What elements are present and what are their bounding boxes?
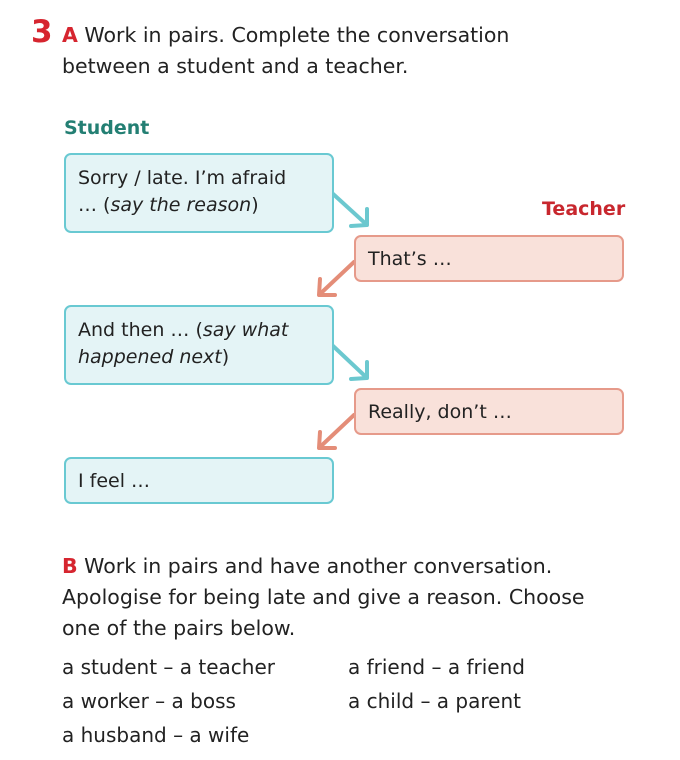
student-bubble-3-text: I feel … [78, 470, 151, 492]
student-bubble-1 [64, 153, 334, 233]
teacher-label: Teacher [542, 198, 626, 220]
student-bubble-2-line1-italic: say what [202, 319, 289, 341]
arrow-teacher-to-student-1 [319, 262, 354, 295]
student-bubble-2-line2-end: ) [221, 346, 230, 368]
part-b-instruction-line2: Apologise for being late and give a reason. Choose [62, 585, 585, 609]
teacher-bubble-1-text: That’s … [368, 248, 452, 270]
pair-item: a worker – a boss [62, 689, 236, 713]
arrow-student-to-teacher-1 [332, 193, 367, 226]
teacher-bubble-2 [354, 388, 624, 435]
student-bubble-1-line1: Sorry / late. I’m afraid [78, 167, 287, 189]
part-b-letter: B [62, 554, 78, 578]
part-a-instruction-line2: between a student and a teacher. [62, 54, 409, 78]
student-bubble-2 [64, 305, 334, 385]
student-bubble-1-line2-start: … ( [78, 194, 111, 216]
part-b-instruction-line1: Work in pairs and have another conversation. [84, 554, 553, 578]
student-bubble-2-line1-start: And then … ( [78, 319, 203, 341]
student-bubble-3 [64, 457, 334, 504]
pair-item: a student – a teacher [62, 655, 275, 679]
pair-item: a friend – a friend [348, 655, 525, 679]
student-bubble-1-line2-italic: say the reason [110, 194, 252, 216]
pair-item: a husband – a wife [62, 723, 250, 747]
teacher-bubble-1 [354, 235, 624, 282]
arrow-teacher-to-student-2 [319, 415, 354, 448]
part-b-instruction-line3: one of the pairs below. [62, 616, 296, 640]
student-bubble-2-line2-italic: happened next [78, 346, 222, 368]
arrow-student-to-teacher-2 [332, 345, 367, 379]
teacher-bubble-2-text: Really, don’t … [368, 401, 512, 423]
pair-item: a child – a parent [348, 689, 521, 713]
student-bubble-1-line2-end: ) [251, 194, 259, 216]
exercise-number: 3 [31, 14, 53, 50]
part-a-letter: A [62, 23, 78, 47]
part-b-instruction [62, 551, 662, 644]
student-label: Student [64, 117, 150, 139]
part-a-instruction-line1: Work in pairs. Complete the conversation [84, 23, 510, 47]
